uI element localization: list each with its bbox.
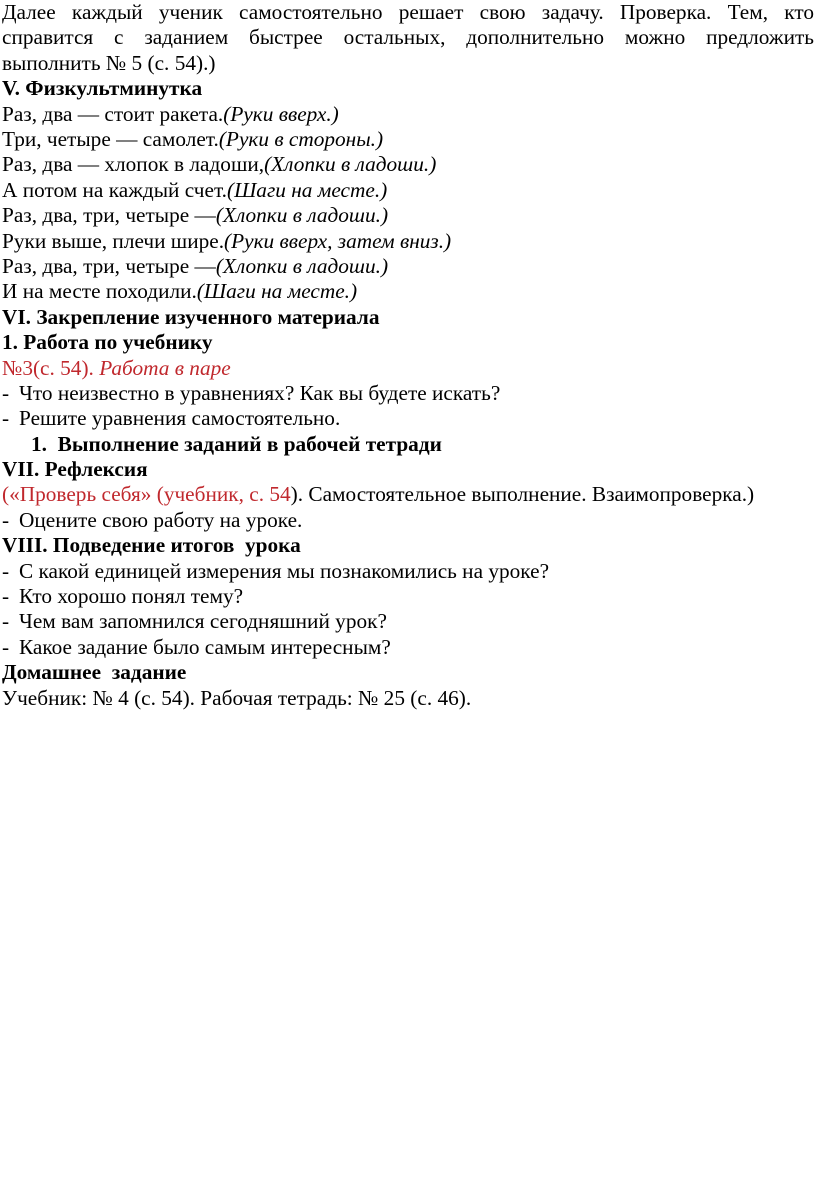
intro-line-2: справится с заданием быстрее остальных, дополнительно можно предложить bbox=[2, 25, 814, 50]
list-item-text: Оцените свою работу на уроке. bbox=[19, 507, 303, 532]
poem-line bbox=[2, 127, 814, 152]
list-item-text: С какой единицей измерения мы познакомились на уроке? bbox=[19, 558, 550, 583]
dash-bullet: - bbox=[2, 380, 10, 405]
poem-text: Раз, два — хлопок в ладоши, bbox=[2, 152, 265, 177]
list-item bbox=[2, 609, 814, 634]
section-6-subheading: 1. Работа по учебнику bbox=[2, 330, 213, 355]
poem-note: (Хлопки в ладоши.) bbox=[215, 253, 389, 278]
reflection-rest: ). Самостоятельное выполнение. Взаимопроверка.) bbox=[290, 482, 755, 507]
poem-text: А потом на каждый счет. bbox=[2, 177, 227, 202]
poem-text: Руки выше, плечи шире. bbox=[2, 228, 225, 253]
dash-bullet: - bbox=[2, 584, 10, 609]
numbered-list-text: Выполнение заданий в рабочей тетради bbox=[57, 431, 442, 456]
list-item-text: Кто хорошо понял тему? bbox=[19, 584, 244, 609]
list-item-text: Что неизвестно в уравнениях? Как вы будете искать? bbox=[19, 380, 501, 405]
section-7-heading: VII. Рефлексия bbox=[2, 457, 148, 482]
section-8-heading: VIII. Подведение итогов урока bbox=[2, 533, 301, 558]
dash-bullet: - bbox=[2, 558, 10, 583]
section-5-heading: V. Физкультминутка bbox=[2, 76, 203, 101]
poem-line bbox=[2, 229, 814, 254]
poem-line bbox=[2, 178, 814, 203]
intro-line-1: Далее каждый ученик самостоятельно решает свою задачу. Проверка. Тем, кто bbox=[2, 0, 814, 24]
poem-text: Раз, два, три, четыре — bbox=[2, 253, 216, 278]
poem-line bbox=[2, 254, 814, 279]
poem-note: (Шаги на месте.) bbox=[227, 177, 388, 202]
poem-text: Раз, два, три, четыре — bbox=[2, 203, 216, 228]
task-mode: Работа в паре bbox=[99, 355, 231, 380]
reflection-ref: («Проверь себя» (учебник, с. 54 bbox=[2, 482, 291, 507]
poem-line bbox=[2, 203, 814, 228]
dash-bullet: - bbox=[2, 507, 10, 532]
poem-note: (Руки вверх.) bbox=[223, 101, 339, 126]
list-number: 1. bbox=[31, 431, 47, 456]
poem-line bbox=[2, 102, 814, 127]
poem-note: (Хлопки в ладоши.) bbox=[264, 152, 437, 177]
list-item bbox=[2, 508, 814, 533]
intro-line-3: выполнить № 5 (с. 54).) bbox=[2, 50, 216, 75]
poem-note: (Руки вверх, затем вниз.) bbox=[224, 228, 452, 253]
reflection-line bbox=[2, 482, 814, 507]
poem-line bbox=[2, 279, 814, 304]
dash-bullet: - bbox=[2, 634, 10, 659]
list-item bbox=[2, 584, 814, 609]
section-6-heading: VI. Закрепление изученного материала bbox=[2, 304, 380, 329]
poem-line bbox=[2, 152, 814, 177]
list-item-text: Чем вам запомнился сегодняшний урок? bbox=[19, 609, 387, 634]
poem-text: Три, четыре — самолет. bbox=[2, 127, 219, 151]
list-item bbox=[2, 381, 814, 406]
homework-heading: Домашнее задание bbox=[2, 660, 187, 685]
task-reference bbox=[2, 356, 814, 381]
document-page bbox=[2, 0, 814, 711]
numbered-list-item bbox=[2, 432, 814, 457]
poem-text: И на месте походили. bbox=[2, 279, 197, 304]
list-item-text: Какое задание было самым интересным? bbox=[19, 634, 391, 659]
poem-note: (Руки в стороны.) bbox=[218, 127, 384, 151]
list-item-text: Решите уравнения самостоятельно. bbox=[19, 406, 341, 431]
list-item bbox=[2, 406, 814, 431]
poem-note: (Шаги на месте.) bbox=[196, 279, 358, 304]
list-item bbox=[2, 559, 814, 584]
homework-text: Учебник: № 4 (с. 54). Рабочая тетрадь: № 25 (с. 46). bbox=[2, 685, 472, 710]
dash-bullet: - bbox=[2, 406, 10, 431]
dash-bullet: - bbox=[2, 609, 10, 634]
list-item bbox=[2, 635, 814, 660]
task-ref: №3(с. 54). bbox=[2, 355, 94, 380]
poem-note: (Хлопки в ладоши.) bbox=[215, 203, 389, 228]
poem-text: Раз, два — стоит ракета. bbox=[2, 101, 224, 126]
